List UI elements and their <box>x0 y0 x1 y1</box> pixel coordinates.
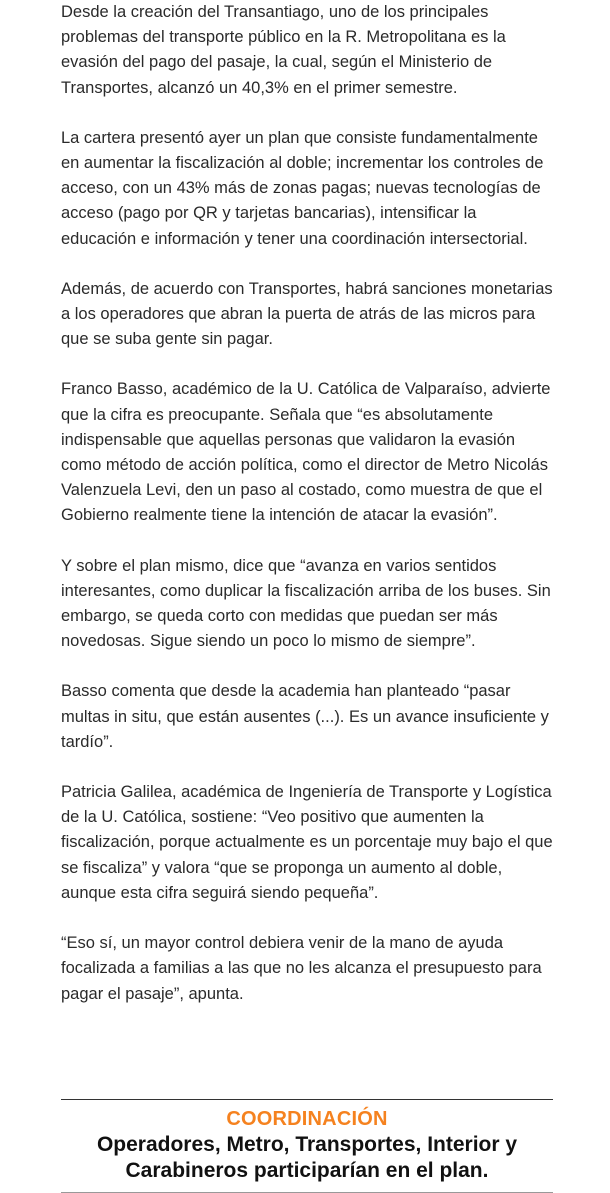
article-body <box>61 0 553 1032</box>
callout-box <box>61 1099 553 1193</box>
paragraph-closing-quote: “Eso sí, un mayor control debiera venir de la mano de ayuda focalizada a familias a las que no les alcanza el presupuesto para pagar el pasaje”, apunta. <box>61 934 542 1003</box>
paragraph-galilea-quote: Patricia Galilea, académica de Ingeniería de Transporte y Logística de la U. Católica, sostiene: “Veo positivo que aumenten la fiscalización, porque actualmente es un porcentaje muy bajo el que se fiscaliza” y valora “que se proponga un aumento al doble, aunque esta cifra seguirá siendo pequeña”. <box>61 783 553 902</box>
paragraph-sanctions: Además, de acuerdo con Transportes, habrá sanciones monetarias a los operadores que abran la puerta de atrás de las micros para que se suba gente sin pagar. <box>61 279 553 349</box>
callout-kicker: COORDINACIÓN <box>226 1108 388 1130</box>
paragraph-basso-academy: Basso comenta que desde la academia han planteado “pasar multas in situ, que están ausentes (...). Es un avance insuficiente y tardío”. <box>61 682 549 751</box>
paragraph-intro: Desde la creación del Transantiago, uno de los principales problemas del transporte público en la R. Metropolitana es la evasión del pago del pasaje, la cual, según el Ministerio de Transportes, alcanzó un 40,3% en el primer semestre. <box>61 3 506 97</box>
paragraph-plan: La cartera presentó ayer un plan que consiste fundamentalmente en aumentar la fiscalización al doble; incrementar los controles de acceso, con un 43% más de zonas pagas; nuevas tecnologías de acceso (pago por QR y tarjetas bancarias), intensificar la educación e información y tener una coordinación intersectorial. <box>61 128 544 248</box>
paragraph-basso-quote: Franco Basso, académico de la U. Católica de Valparaíso, advierte que la cifra es preocupante. Señala que “es absolutamente indispensable que aquellas personas que validaron la evasión como método de acción política, como el director de Metro Nicolás Valenzuela Levi, den un paso al costado, como muestra de que el Gobierno realmente tiene la intención de atacar la evasión”. <box>61 380 551 525</box>
callout-headline: Operadores, Metro, Transportes, Interior y Carabineros participarían en el plan. <box>96 1133 518 1182</box>
paragraph-basso-plan: Y sobre el plan mismo, dice que “avanza en varios sentidos interesantes, como duplicar la fiscalización arriba de los buses. Sin embargo, se queda corto con medidas que puedan ser más novedosas. Sigue siendo un poco lo mismo de siempre”. <box>61 556 551 651</box>
